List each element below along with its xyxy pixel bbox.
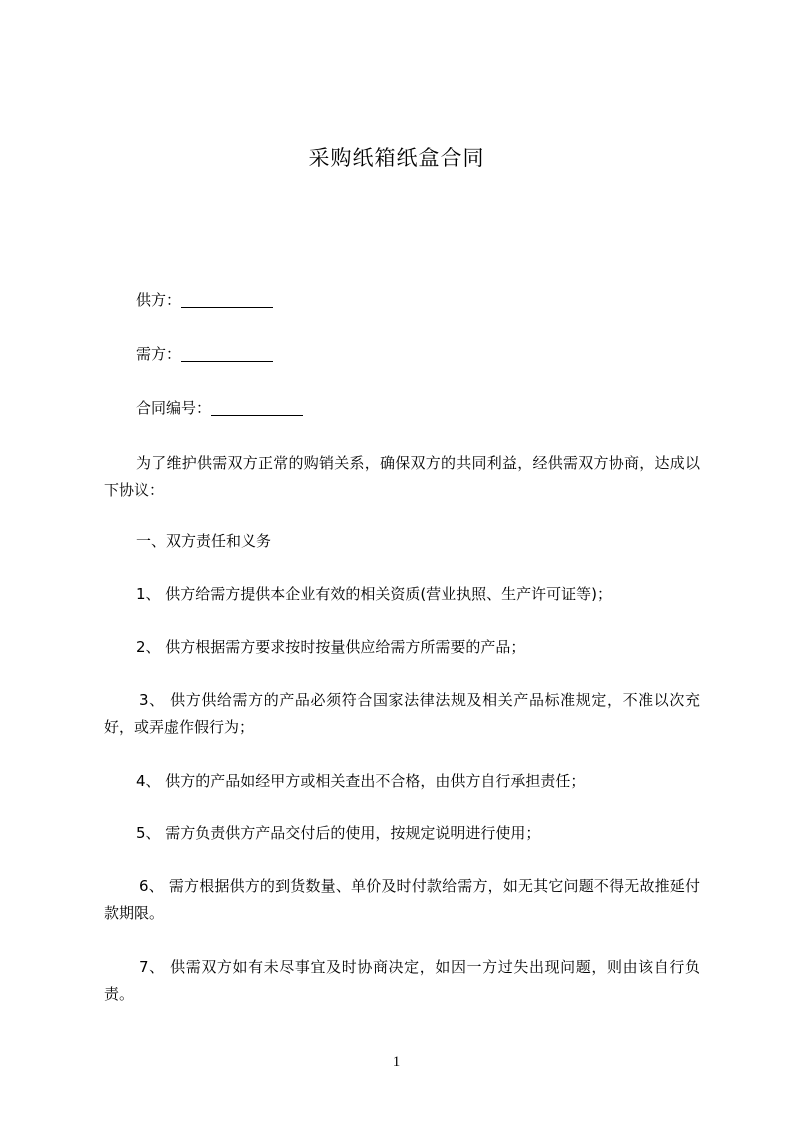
contract-number-blank[interactable] — [211, 400, 303, 416]
list-item: 2、 供方根据需方要求按时按量供应给需方所需要的产品； — [136, 638, 526, 656]
contract-number-field — [104, 395, 700, 422]
list-item: 6、 需方根据供方的到货数量、单价及时付款给需方，如无其它问题不得无故推延付款期限。 — [104, 877, 700, 922]
field-label: 需方： — [136, 345, 182, 363]
field-label: 供方： — [136, 291, 182, 309]
document-title: 采购纸箱纸盒合同 — [308, 146, 485, 170]
list-item: 1、 供方给需方提供本企业有效的相关资质(营业执照、生产许可证等)； — [136, 585, 613, 603]
buyer-blank[interactable] — [181, 346, 273, 362]
supplier-field — [104, 287, 700, 314]
list-item: 7、 供需双方如有未尽事宜及时协商决定，如因一方过失出现问题，则由该自行负责。 — [104, 958, 700, 1003]
list-item: 5、 需方负责供方产品交付后的使用，按规定说明进行使用； — [136, 824, 541, 842]
page-number: 1 — [392, 1054, 401, 1070]
intro-paragraph: 为了维护供需双方正常的购销关系，确保双方的共同利益，经供需双方协商，达成以下协议： — [104, 454, 700, 499]
buyer-field — [104, 341, 700, 368]
list-item: 3、 供方供给需方的产品必须符合国家法律法规及相关产品标准规定，不准以次充好，或弄虚作假行为； — [104, 691, 700, 736]
list-item: 4、 供方的产品如经甲方或相关查出不合格，由供方自行承担责任； — [136, 772, 586, 790]
section-heading: 一、双方责任和义务 — [136, 532, 272, 550]
field-label: 合同编号： — [136, 399, 212, 417]
supplier-blank[interactable] — [181, 292, 273, 308]
